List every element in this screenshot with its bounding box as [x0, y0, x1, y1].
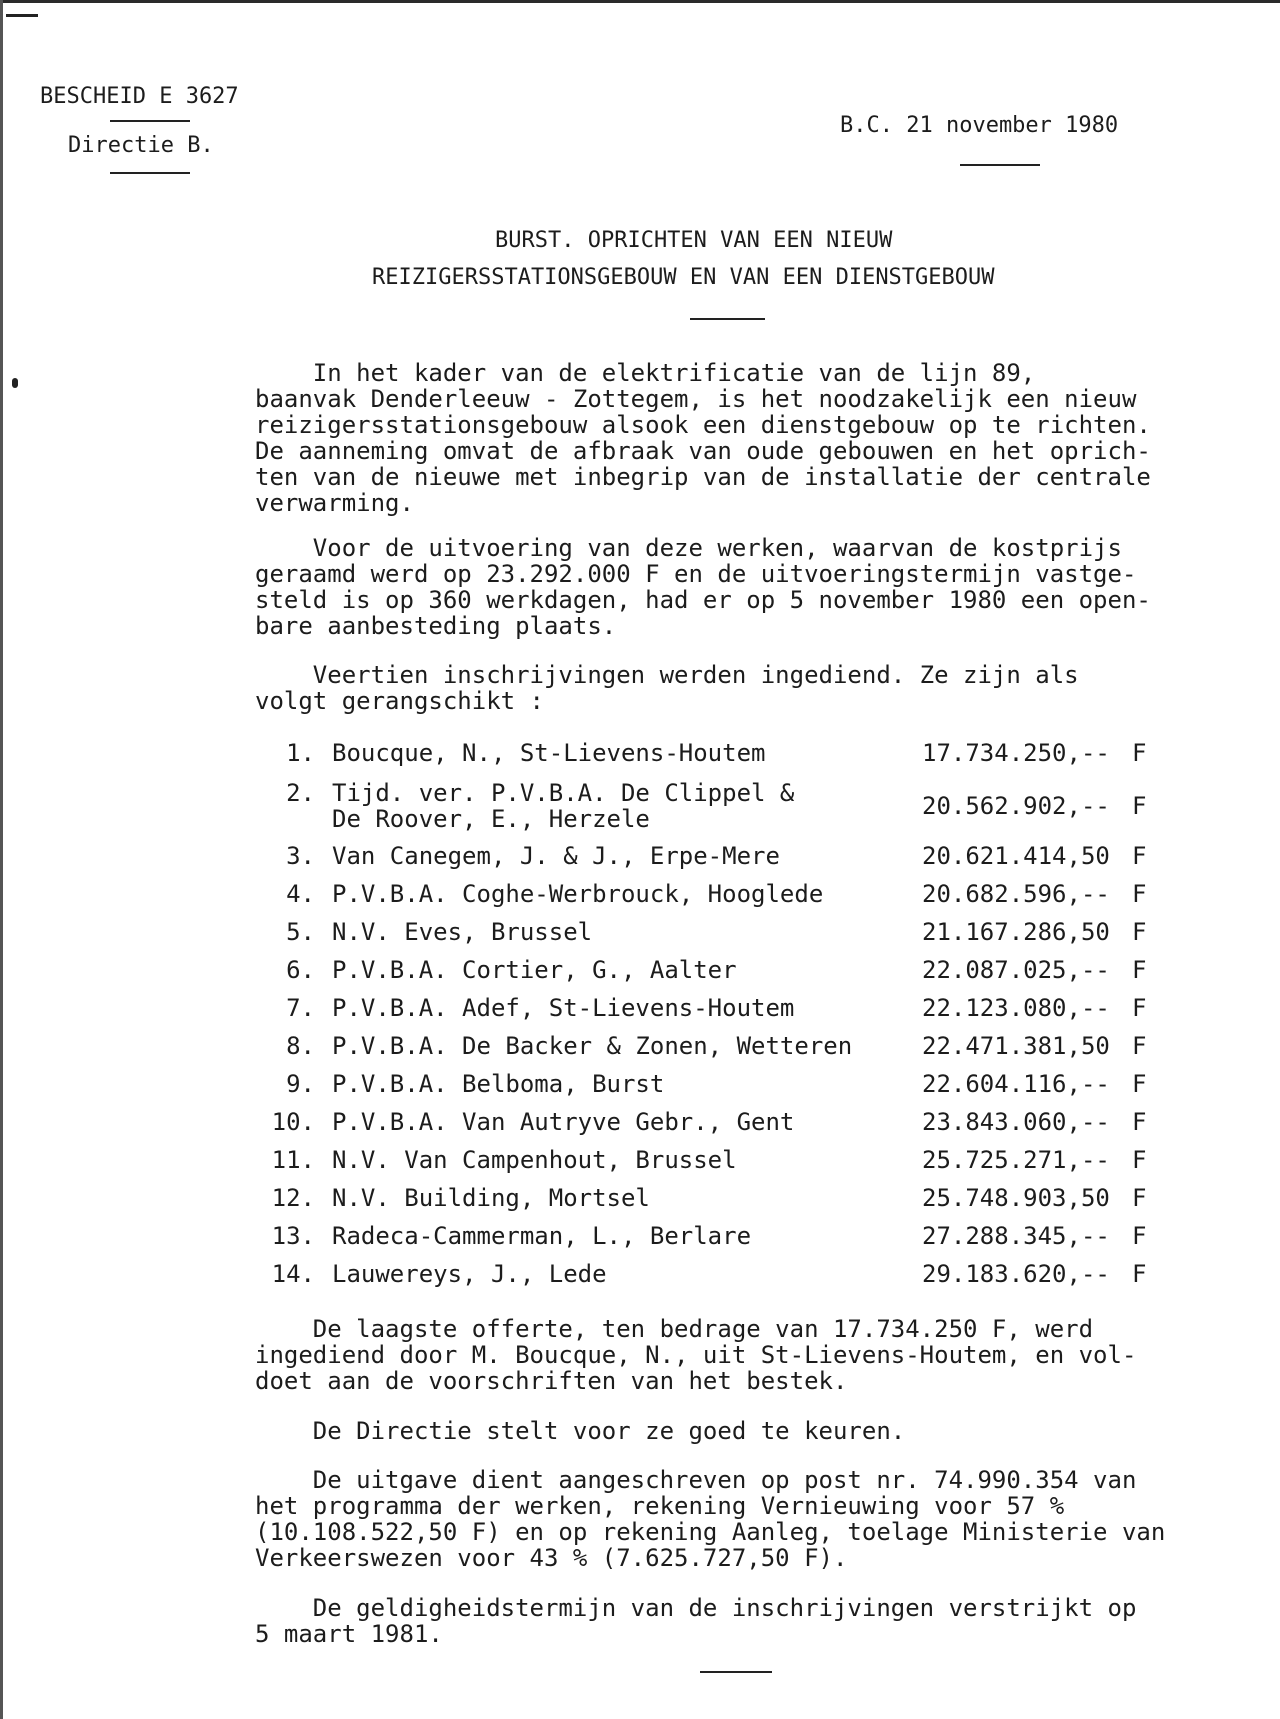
- title-line-1: BURST. OPRICHTEN VAN EEN NIEUW: [495, 228, 893, 253]
- scan-edge-top: [0, 0, 1280, 3]
- bid-amount: 29.183.620,--: [922, 1260, 1110, 1288]
- bid-amount: 22.087.025,--: [922, 956, 1110, 984]
- bidder-name: P.V.B.A. Adef, St-Lievens-Houtem: [332, 994, 795, 1022]
- paragraph-line: bare aanbesteding plaats.: [255, 612, 617, 640]
- paragraph-line: De Directie stelt voor ze goed te keuren.: [255, 1417, 906, 1445]
- bid-amount: 23.843.060,--: [922, 1108, 1110, 1136]
- paragraph-line: De laagste offerte, ten bedrage van 17.734.250 F, werd: [255, 1315, 1094, 1343]
- paragraph-line: reizigersstationsgebouw alsook een dienstgebouw op te richten.: [255, 411, 1151, 439]
- bidder-name: N.V. Building, Mortsel: [332, 1184, 650, 1212]
- paragraph-line: verwarming.: [255, 489, 414, 517]
- rank-number: 12.: [271, 1184, 315, 1212]
- paragraph-line: steld is op 360 werkdagen, had er op 5 november 1980 een open-: [255, 586, 1151, 614]
- directorate-underline: [110, 172, 190, 174]
- bidder-name: P.V.B.A. De Backer & Zonen, Wetteren: [332, 1032, 853, 1060]
- bid-amount: 21.167.286,50: [922, 918, 1110, 946]
- paragraph-budget: [255, 1467, 1205, 1571]
- paragraph-lowest-offer: [255, 1316, 1205, 1394]
- title-line-2: REIZIGERSSTATIONSGEBOUW EN VAN EEN DIENSTGEBOUW: [372, 265, 995, 290]
- bid-amount: 17.734.250,--: [922, 739, 1110, 767]
- bid-amount: 22.604.116,--: [922, 1070, 1110, 1098]
- paragraph-line: volgt gerangschikt :: [255, 687, 544, 715]
- currency: F: [1132, 842, 1147, 870]
- paragraph-line: Verkeerswezen voor 43 % (7.625.727,50 F).: [255, 1544, 848, 1572]
- bidder-name: P.V.B.A. Belboma, Burst: [332, 1070, 665, 1098]
- currency: F: [1132, 739, 1147, 767]
- bidder-name: Lauwereys, J., Lede: [332, 1260, 607, 1288]
- rank-number: 2.: [286, 779, 315, 807]
- bidder-name: P.V.B.A. Cortier, G., Aalter: [332, 956, 737, 984]
- paragraph-line: doet aan de voorschriften van het bestek.: [255, 1367, 848, 1395]
- rank-number: 5.: [286, 918, 315, 946]
- paragraph-validity: [255, 1595, 1205, 1647]
- paragraph-line: 5 maart 1981.: [255, 1620, 443, 1648]
- paragraph-line: het programma der werken, rekening Vernieuwing voor 57 %: [255, 1492, 1065, 1520]
- currency: F: [1132, 1222, 1147, 1250]
- scan-mark: [6, 14, 38, 17]
- title-underline: [690, 318, 765, 320]
- rank-number: 8.: [286, 1032, 315, 1060]
- currency: F: [1132, 1032, 1147, 1060]
- bidder-name-continued: De Roover, E., Herzele: [332, 805, 650, 833]
- closing-rule: [700, 1671, 772, 1673]
- rank-number: 11.: [271, 1146, 315, 1174]
- punch-mark: [12, 378, 18, 388]
- paragraph-line: (10.108.522,50 F) en op rekening Aanleg, toelage Ministerie van: [255, 1518, 1166, 1546]
- rank-number: 13.: [271, 1222, 315, 1250]
- rank-number: 7.: [286, 994, 315, 1022]
- reference-number: BESCHEID E 3627: [40, 84, 239, 109]
- currency: F: [1132, 792, 1147, 820]
- currency: F: [1132, 956, 1147, 984]
- currency: F: [1132, 1260, 1147, 1288]
- bid-amount: 27.288.345,--: [922, 1222, 1110, 1250]
- bid-amount: 20.562.902,--: [922, 792, 1110, 820]
- rank-number: 1.: [286, 739, 315, 767]
- paragraph-line: geraamd werd op 23.292.000 F en de uitvoeringstermijn vastge-: [255, 560, 1137, 588]
- currency: F: [1132, 994, 1147, 1022]
- bid-amount: 20.682.596,--: [922, 880, 1110, 908]
- document-date: B.C. 21 november 1980: [840, 113, 1119, 138]
- rank-number: 9.: [286, 1070, 315, 1098]
- bid-amount: 22.123.080,--: [922, 994, 1110, 1022]
- bid-amount: 22.471.381,50: [922, 1032, 1110, 1060]
- bidder-name: Radeca-Cammerman, L., Berlare: [332, 1222, 752, 1250]
- bidder-name: Van Canegem, J. & J., Erpe-Mere: [332, 842, 780, 870]
- rank-number: 4.: [286, 880, 315, 908]
- directorate: Directie B.: [68, 133, 214, 158]
- bidder-name: N.V. Van Campenhout, Brussel: [332, 1146, 737, 1174]
- bidder-name: Boucque, N., St-Lievens-Houtem: [332, 739, 766, 767]
- paragraph-line: Voor de uitvoering van deze werken, waarvan de kostprijs: [255, 534, 1122, 562]
- paragraph-line: De geldigheidstermijn van de inschrijvingen verstrijkt op: [255, 1594, 1137, 1622]
- paragraph-intro: [255, 360, 1205, 516]
- rank-number: 10.: [271, 1108, 315, 1136]
- bidder-name: N.V. Eves, Brussel: [332, 918, 593, 946]
- currency: F: [1132, 880, 1147, 908]
- currency: F: [1132, 1070, 1147, 1098]
- scan-edge-left: [0, 0, 3, 1719]
- bidder-name: P.V.B.A. Van Autryve Gebr., Gent: [332, 1108, 795, 1136]
- reference-underline: [110, 120, 190, 122]
- paragraph-line: ingediend door M. Boucque, N., uit St-Lievens-Houtem, en vol-: [255, 1341, 1137, 1369]
- rank-number: 6.: [286, 956, 315, 984]
- rank-number: 14.: [271, 1260, 315, 1288]
- paragraph-line: ten van de nieuwe met inbegrip van de installatie der centrale: [255, 463, 1151, 491]
- bid-amount: 20.621.414,50: [922, 842, 1110, 870]
- bid-amount: 25.748.903,50: [922, 1184, 1110, 1212]
- currency: F: [1132, 1146, 1147, 1174]
- currency: F: [1132, 1184, 1147, 1212]
- paragraph-line: De aanneming omvat de afbraak van oude gebouwen en het oprich-: [255, 437, 1151, 465]
- bidder-name: P.V.B.A. Coghe-Werbrouck, Hooglede: [332, 880, 824, 908]
- rank-number: 3.: [286, 842, 315, 870]
- paragraph-cost: [255, 535, 1205, 639]
- paragraph-line: baanvak Denderleeuw - Zottegem, is het noodzakelijk een nieuw: [255, 385, 1137, 413]
- bidder-name: Tijd. ver. P.V.B.A. De Clippel &: [332, 779, 795, 807]
- paragraph-proposal: [255, 1418, 1205, 1444]
- date-underline: [960, 164, 1040, 166]
- paragraph-line: In het kader van de elektrificatie van de lijn 89,: [255, 359, 1036, 387]
- paragraph-line: Veertien inschrijvingen werden ingediend. Ze zijn als: [255, 661, 1079, 689]
- bid-amount: 25.725.271,--: [922, 1146, 1110, 1174]
- paragraph-ranking-intro: [255, 662, 1205, 714]
- paragraph-line: De uitgave dient aangeschreven op post nr. 74.990.354 van: [255, 1466, 1137, 1494]
- currency: F: [1132, 918, 1147, 946]
- currency: F: [1132, 1108, 1147, 1136]
